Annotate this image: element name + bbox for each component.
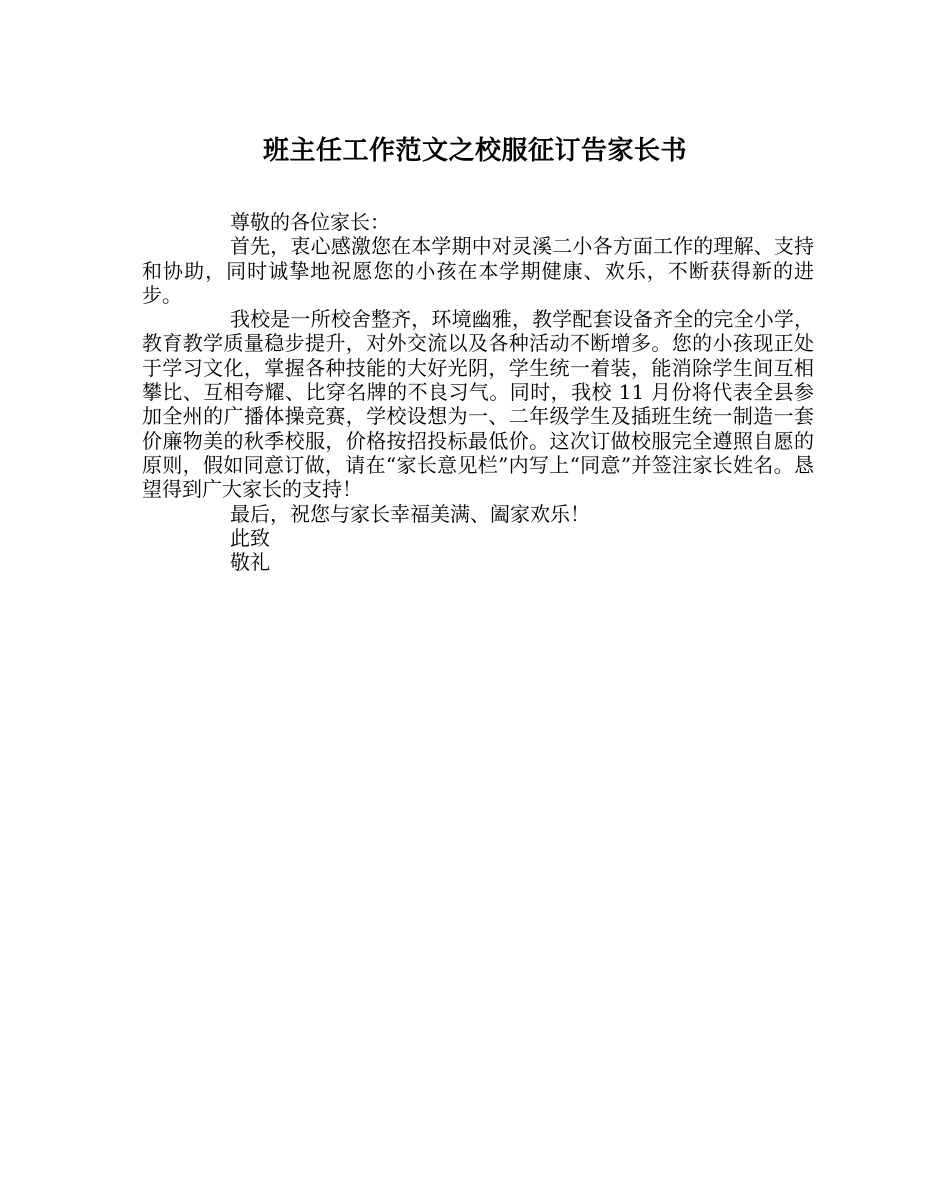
paragraph-1: 首先，衷心感激您在本学期中对灵溪二小各方面工作的理解、支持和协助，同时诚挚地祝愿您的小孩在本学期健康、欢乐，不断获得新的进步。	[142, 234, 814, 307]
salutation: 尊敬的各位家长：	[230, 210, 390, 234]
closing-cizhi: 此致	[230, 525, 270, 550]
letter-body	[142, 210, 814, 574]
paragraph-3: 最后，祝您与家长幸福美满、阖家欢乐！	[230, 501, 590, 526]
document-title: 班主任工作范文之校服征订告家长书	[262, 136, 687, 166]
paragraph-2: 我校是一所校舍整齐，环境幽雅，教学配套设备齐全的完全小学，教育教学质量稳步提升，对外交流以及各种活动不断增多。您的小孩现正处于学习文化，掌握各种技能的大好光阴，学生统一着装，能消除学生间互相攀比、互相夸耀、比穿名牌的不良习气。同时，我校 11 月份将代表全县参加全州的广播体操竞赛，学校设想为一、二年级学生及插班生统一制造一套价廉物美的秋季校服，价格按招投标最低价。这次订做校服完全遵照自愿的原则，假如同意订做，请在“家长意见栏”内写上“同意”并签注家长姓名。恳望得到广大家长的支持！	[142, 307, 814, 502]
closing-jingli: 敬礼	[230, 550, 270, 575]
